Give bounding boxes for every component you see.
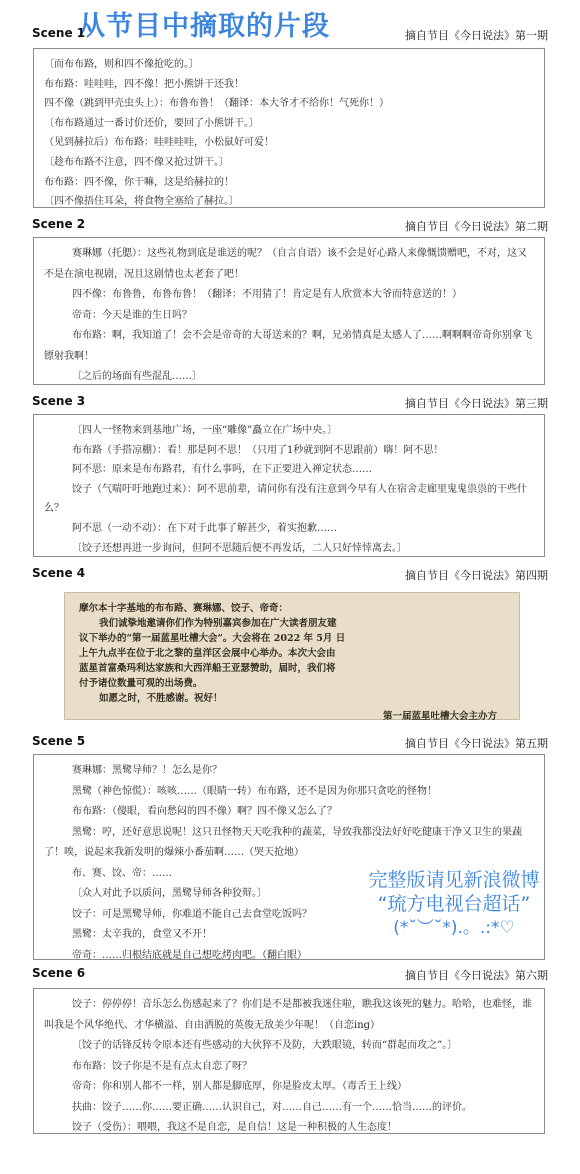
script-line: 阿不思（一动不动）：在下对于此事了解甚少，着实抱歉…… (72, 522, 337, 534)
script-line: 帝奇：今天是谁的生日吗？ (72, 309, 192, 321)
script-line: 饺子（受伤）：喂喂，我这不是自恋，是自信！这是一种积极的人生态度！ (72, 1122, 397, 1133)
promo-line: 完整版请见新浪微博 (368, 869, 540, 891)
scene-source: 摘自节目《今日说法》第二期 (405, 220, 548, 233)
script-line: 〔布布路通过一番讨价还价，要回了小熊饼干。〕 (44, 117, 259, 129)
script-line: 布布路：饺子你是不是有点太自恋了呀？ (72, 1060, 252, 1072)
letter-line: 蓝星首富桑玛利达家族和大西洋船王亚瑟赞助，届时，我们将 (79, 663, 336, 674)
weibo-promo (336, 868, 572, 940)
script-line: 布、赛、饺、帝：…… (72, 867, 172, 879)
scene-source: 摘自节目《今日说法》第三期 (405, 397, 548, 410)
scene-4-header (32, 566, 548, 584)
scene-3-header (32, 394, 548, 412)
script-line: 赛琳娜：黑鹭导师？！怎么是你？ (72, 765, 222, 776)
script-line: 四不像（跳到甲壳虫头上）：布鲁布鲁！（翻译：本大爷才不给你！气死你！） (44, 98, 389, 110)
scene-5-header (32, 734, 548, 752)
scene-2-box (33, 237, 545, 385)
script-line: 黑鹭：太辛我的，食堂又不开！ (72, 929, 212, 940)
promo-line: “琉方电视台超话” (377, 893, 531, 915)
invitation-letter (64, 592, 520, 720)
letter-line: 上午九点半在位于北之黎的皇洋区会展中心举办。本次大会由 (79, 648, 336, 659)
scene-1-header (32, 26, 548, 44)
scene-2-header (32, 217, 548, 235)
scene-6-box (33, 988, 545, 1134)
script-line: 扶曲：饺子……你……要正确……认识自己，对……自己……有一个……恰当……的评价。 (72, 1101, 472, 1113)
script-line: 饺子（气喘吁吁地跑过来）：阿不思前辈，请问你有没有注意到今早有人在宿舍走廊里鬼鬼祟祟的干些什么？ (44, 483, 527, 515)
script-line: 黑鹭：哼，还好意思说呢！这只丑怪物天天吃我种的蔬菜，导致我都没法好好吃健康干净又卫生的果蔬了！唉，说起来我新发明的爆辣小番茄啊……（哭天抢地） (44, 826, 522, 858)
scene-6-header (32, 966, 548, 984)
script-line: 布布路：哇哇哇，四不像！把小熊饼干还我！ (44, 78, 244, 90)
script-line: 饺子：可是黑鹭导师，你难道不能自己去食堂吃饭吗？ (72, 908, 312, 920)
promo-kaomoji: (*˘︶˘*).。.:*♡ (393, 918, 515, 938)
scene-3-box (33, 414, 545, 557)
script-line: 〔而布布路，则和四不像抢吃的。〕 (44, 59, 199, 70)
script-line: 〔饺子的话锋反转令原本还有些感动的大伙猝不及防，大跌眼镜，转而“群起而攻之”。〕 (72, 1040, 458, 1051)
letter-line: 如愿之时，不胜感谢。祝好！ (99, 693, 223, 704)
scene-source: 摘自节目《今日说法》第四期 (405, 569, 548, 582)
script-line: 〔四不像捂住耳朵，将食物全塞给了赫拉。〕 (44, 196, 239, 208)
letter-line: 我们诚挚地邀请你们作为特别嘉宾参加在广大读者朋友建 (99, 618, 337, 629)
script-line: 〔之后的场面有些混乱……〕 (72, 371, 202, 382)
script-line: 帝奇：你和别人都不一样，别人都是脚底厚，你是脸皮太厚。（毒舌王上线） (72, 1081, 407, 1092)
scene-1-box (33, 48, 545, 208)
script-line: 〔四人一怪物来到基地广场，一座“雕像”矗立在广场中央。〕 (72, 425, 338, 436)
script-line: 赛琳娜（托腮）：这些礼物到底是谁送的呢？（自言自语）该不会是好心路人来像慨馈赠吧，不对，这又不是在演电视剧，况且这剧情也太老套了吧！ (44, 248, 527, 280)
script-line: 布布路：啊，我知道了！会不会是帝奇的大哥送来的？啊，兄弟情真是太感人了……啊啊啊帝奇你别拿飞镖射我啊！ (44, 330, 532, 362)
script-line: 布布路（手搭凉棚）：看！那是阿不思！（只用了1秒就到阿不思跟前）嗨！阿不思！ (72, 444, 444, 456)
letter-signature: 第一届蓝星吐槽大会主办方 (382, 711, 497, 722)
script-line: 〔饺子还想再进一步询问，但阿不思随后便不再发话，二人只好悻悻离去。〕 (72, 542, 407, 554)
script-line: 阿不思：原来是布布路君，有什么事吗，在下正要进入禅定状态…… (72, 464, 372, 476)
scene-source: 摘自节目《今日说法》第一期 (405, 29, 548, 42)
scene-label: Scene 2 (32, 217, 86, 231)
script-line: （见到赫拉后）布布路：哇哇哇哇，小松鼠好可爱！ (44, 137, 274, 149)
script-line: 饺子：停停停！音乐怎么伤感起来了？你们是不是都被我迷住啦，瞧我这该死的魅力。哈哈，也难怪，谁叫我是个风华绝代、才华横溢、自由洒脱的英俊无敌美少年呢！（自恋ing） (44, 999, 532, 1031)
scene-label: Scene 4 (32, 566, 86, 580)
scene-label: Scene 1 (32, 26, 86, 40)
script-line: 四不像：布鲁鲁，布鲁布鲁！（翻译：不用猜了！肯定是有人欣赏本大爷而特意送的！） (72, 289, 462, 300)
script-line: 〔众人对此予以质问，黑鹭导师各种狡辩。〕 (72, 888, 267, 899)
script-line: 黑鹭（神色惊慌）：咳咳……（眼睛一转）布布路，还不是因为你那只贪吃的怪物！ (72, 785, 437, 797)
scene-source: 摘自节目《今日说法》第六期 (405, 969, 548, 982)
scene-label: Scene 5 (32, 734, 86, 748)
script-line: 〔趁布布路不注意，四不像又抢过饼干。〕 (44, 156, 229, 168)
letter-line: 付予诸位数量可观的出场费。 (79, 678, 203, 689)
scene-source: 摘自节目《今日说法》第五期 (405, 737, 548, 750)
letter-line: 议下举办的“第一届蓝星吐槽大会”。大会将在 2022 年 5月 日 (79, 633, 346, 644)
script-line: 布布路：（傻眼，看向愁闷的四不像）啊？四不像又怎么了？ (72, 806, 337, 817)
overlay-title: 从节目中摘取的片段 (78, 11, 330, 42)
scene-label: Scene 6 (32, 966, 86, 980)
script-line: 布布路：四不像，你干嘛，这是给赫拉的！ (44, 176, 234, 188)
script-line: 帝奇：……归根结底就是自己想吃烤肉吧。（翻白眼） (72, 949, 307, 960)
letter-line: 摩尔本十字基地的布布路、赛琳娜、饺子、帝奇： (79, 603, 289, 614)
scene-label: Scene 3 (32, 394, 86, 408)
